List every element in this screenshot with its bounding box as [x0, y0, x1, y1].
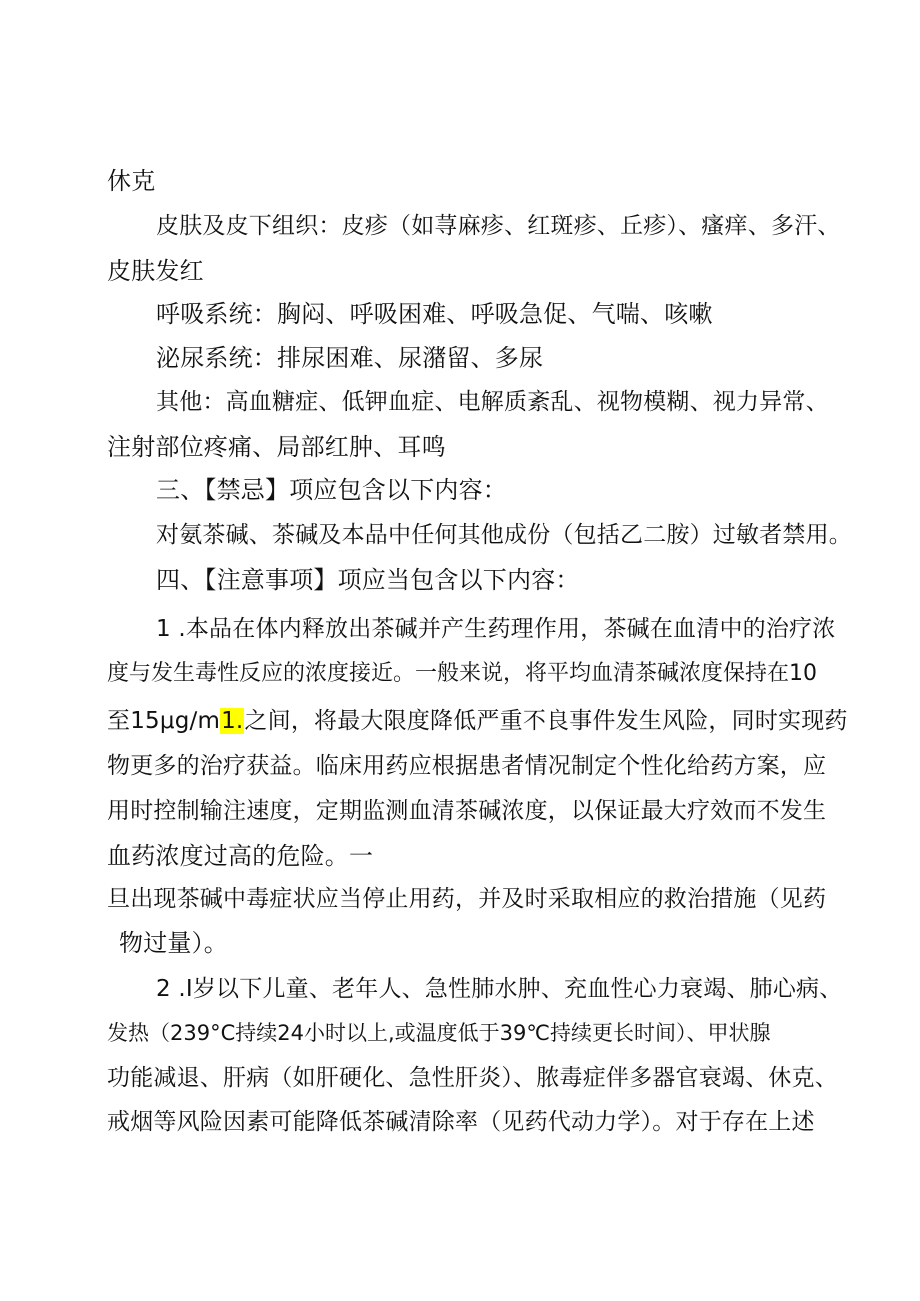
text-line-precaution-2b: 发热（239°C持续24小时以上,或温度低于39℃持续更长时间）、甲状腺 [107, 1021, 771, 1045]
text-line-precaution-1: 1 .本品在体内释放出茶碱并产生药理作用，茶碱在血清中的治疗浓 [156, 616, 836, 642]
text-line-precaution-1d: 物更多的治疗获益。临床用药应根据患者情况制定个性化给药方案，应 [107, 753, 827, 779]
text-line-skin-cont: 皮肤发红 [107, 257, 204, 285]
text-line-precaution-1h: 物过量）。 [119, 929, 228, 957]
text-line-precaution-2d: 戒烟等风险因素可能降低茶碱清除率（见药代动力学）。对于存在上述 [107, 1109, 815, 1135]
highlighted-text: 1. [221, 708, 244, 734]
text-line-skin: 皮肤及皮下组织：皮疹（如荨麻疹、红斑疹、丘疹）、瘙痒、多汗、 [156, 213, 841, 239]
text-line-urinary: 泌尿系统：排尿困难、尿潴留、多尿 [156, 344, 544, 372]
section-heading-precautions: 四、【注意事项】项应当包含以下内容： [156, 566, 580, 594]
text-line-precaution-2: 2 .I岁以下儿童、老年人、急性肺水肿、充血性心力衰竭、肺心病、 [156, 976, 843, 1002]
text-line-precaution-1b: 度与发生毒性反应的浓度接近。一般来说，将平均血清茶碱浓度保持在10 [107, 661, 817, 686]
text-line-other: 其他：高血糖症、低钾血症、电解质紊乱、视物模糊、视力异常、 [156, 389, 829, 415]
text-line-other-cont: 注射部位疼痛、局部红肿、耳鸣 [107, 433, 446, 461]
text-line-precaution-1c [107, 706, 848, 736]
text-line-precaution-2c: 功能减退、肝病（如肝硬化、急性肝炎）、脓毒症伴多器官衰竭、休克、 [107, 1065, 838, 1091]
text-fragment: 之间，将最大限度降低严重不良事件发生风险，同时实现药 [244, 708, 848, 734]
text-line-contraindication: 对氨茶碱、茶碱及本品中任何其他成份（包括乙二胺）过敏者禁用。 [156, 522, 852, 548]
text-line-respiratory: 呼吸系统：胸闷、呼吸困难、呼吸急促、气喘、咳嗽 [156, 300, 713, 328]
text-fragment: 至15μg∕m [107, 708, 221, 734]
text-line-precaution-1e: 用时控制输注速度，定期监测血清茶碱浓度，以保证最大疗效而不发生 [107, 798, 827, 824]
text-line-shock: 休克 [107, 167, 156, 195]
text-line-precaution-1g: 旦出现茶碱中毒症状应当停止用药，并及时采取相应的救治措施（见药 [107, 886, 827, 912]
text-line-precaution-1f: 血药浓度过高的危险。一 [107, 842, 374, 870]
section-heading-contraindications: 三、【禁忌】项应包含以下内容： [156, 476, 507, 504]
